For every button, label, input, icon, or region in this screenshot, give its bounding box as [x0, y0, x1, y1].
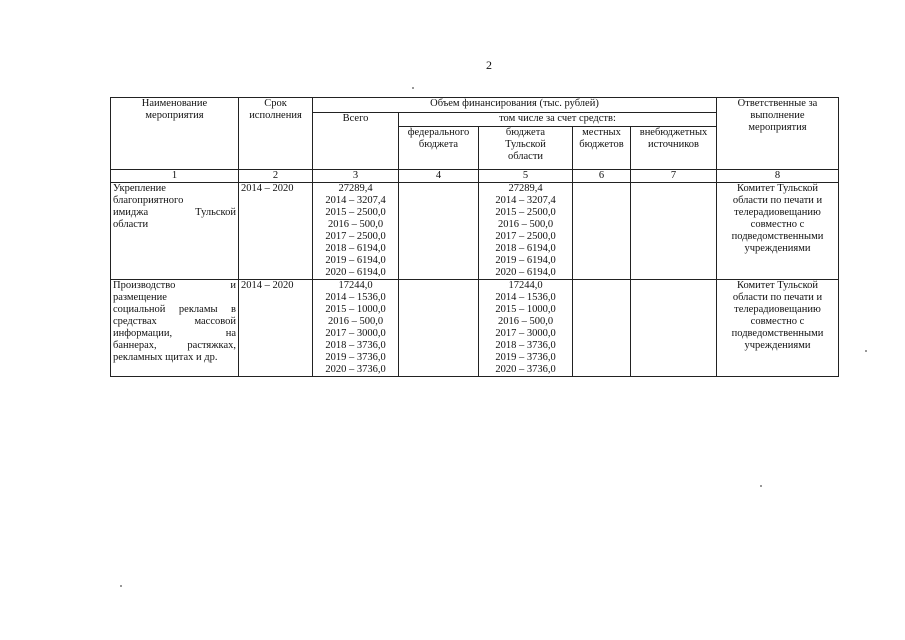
total-value-line: 27289,4: [338, 183, 373, 194]
extra-cell: [631, 280, 717, 377]
header-including: том числе за счет средств:: [399, 113, 717, 127]
responsible-line: телерадиовещанию: [734, 304, 821, 315]
regional-value-line: 2020 – 3736,0: [495, 364, 556, 375]
responsible-line: подведомственными: [731, 231, 824, 242]
total-value-line: 2018 – 6194,0: [325, 243, 386, 254]
regional-value-line: 2016 – 500,0: [497, 219, 554, 230]
scan-speck: [760, 485, 762, 487]
header-regional: бюджета Тульской области: [479, 127, 573, 170]
regional-value-line: 2019 – 3736,0: [495, 352, 556, 363]
header-responsible: Ответственные за выполнение мероприятия: [717, 98, 839, 170]
responsible-line: учреждениями: [744, 340, 811, 351]
federal-cell: [399, 280, 479, 377]
extra-cell: [631, 183, 717, 280]
activity-name-line: рекламных щитах и др.: [113, 352, 218, 363]
responsible-line: области по печати и: [732, 195, 823, 206]
responsible-cell: [717, 183, 839, 280]
federal-cell: [399, 183, 479, 280]
header-local: местных бюджетов: [573, 127, 631, 170]
total-cell: [313, 183, 399, 280]
total-value-line: 17244,0: [338, 280, 373, 291]
activity-name-line: Производство и: [113, 280, 236, 291]
column-number: 2: [239, 170, 313, 183]
total-value-line: 2017 – 2500,0: [325, 231, 386, 242]
total-value-line: 2020 – 6194,0: [325, 267, 386, 278]
header-total: Всего: [313, 113, 399, 170]
column-number: 6: [573, 170, 631, 183]
responsible-cell: [717, 280, 839, 377]
column-number: 3: [313, 170, 399, 183]
regional-value-line: 2015 – 2500,0: [495, 207, 556, 218]
regional-value-line: 17244,0: [508, 280, 543, 291]
total-value-line: 2019 – 3736,0: [325, 352, 386, 363]
page-number: 2: [486, 58, 492, 72]
total-cell: [313, 280, 399, 377]
local-cell: [573, 280, 631, 377]
activity-name-cell: [111, 183, 239, 280]
total-value-line: 2018 – 3736,0: [325, 340, 386, 351]
regional-value-line: 2018 – 3736,0: [495, 340, 556, 351]
header-name: Наименование мероприятия: [111, 98, 239, 170]
activity-name-line: баннерах, растяжках,: [113, 340, 236, 351]
activity-name-line: имиджа Тульской: [113, 207, 236, 218]
regional-value-line: 27289,4: [508, 183, 543, 194]
column-number: 4: [399, 170, 479, 183]
term-cell: [239, 183, 313, 280]
term-value: 2014 – 2020: [241, 183, 294, 194]
scan-speck: [412, 87, 414, 89]
responsible-line: совместно с: [750, 316, 805, 327]
funding-table: [110, 97, 839, 377]
activity-name-line: средствах массовой: [113, 316, 236, 327]
regional-cell: [479, 280, 573, 377]
regional-value-line: 2016 – 500,0: [497, 316, 554, 327]
header-funding: Объем финансирования (тыс. рублей): [313, 98, 717, 113]
responsible-line: Комитет Тульской: [736, 183, 819, 194]
regional-value-line: 2014 – 3207,4: [495, 195, 556, 206]
regional-cell: [479, 183, 573, 280]
header-federal: федерального бюджета: [399, 127, 479, 170]
responsible-line: Комитет Тульской: [736, 280, 819, 291]
table-row: [111, 280, 839, 377]
responsible-line: совместно с: [750, 219, 805, 230]
regional-value-line: 2017 – 3000,0: [495, 328, 556, 339]
activity-name-line: благоприятного: [113, 195, 184, 206]
total-value-line: 2014 – 3207,4: [325, 195, 386, 206]
activity-name-line: Укрепление: [113, 183, 166, 194]
term-cell: [239, 280, 313, 377]
regional-value-line: 2014 – 1536,0: [495, 292, 556, 303]
responsible-line: телерадиовещанию: [734, 207, 821, 218]
header-extra: внебюджетных источников: [631, 127, 717, 170]
total-value-line: 2017 – 3000,0: [325, 328, 386, 339]
regional-value-line: 2015 – 1000,0: [495, 304, 556, 315]
activity-name-cell: [111, 280, 239, 377]
column-number: 8: [717, 170, 839, 183]
activity-name-line: социальной рекламы в: [113, 304, 236, 315]
regional-value-line: 2017 – 2500,0: [495, 231, 556, 242]
activity-name-line: информации, на: [113, 328, 236, 339]
total-value-line: 2016 – 500,0: [327, 316, 384, 327]
column-numbers-row: [111, 170, 839, 183]
responsible-line: подведомственными: [731, 328, 824, 339]
activity-name-line: области: [113, 219, 149, 230]
regional-value-line: 2020 – 6194,0: [495, 267, 556, 278]
total-value-line: 2014 – 1536,0: [325, 292, 386, 303]
scan-speck: [120, 585, 122, 587]
table-row: [111, 183, 839, 280]
scan-speck: [865, 350, 867, 352]
total-value-line: 2020 – 3736,0: [325, 364, 386, 375]
total-value-line: 2016 – 500,0: [327, 219, 384, 230]
column-number: 5: [479, 170, 573, 183]
regional-value-line: 2018 – 6194,0: [495, 243, 556, 254]
local-cell: [573, 183, 631, 280]
responsible-line: учреждениями: [744, 243, 811, 254]
total-value-line: 2015 – 1000,0: [325, 304, 386, 315]
regional-value-line: 2019 – 6194,0: [495, 255, 556, 266]
column-number: 1: [111, 170, 239, 183]
column-number: 7: [631, 170, 717, 183]
term-value: 2014 – 2020: [241, 280, 294, 291]
header-term: Срок исполнения: [239, 98, 313, 170]
total-value-line: 2015 – 2500,0: [325, 207, 386, 218]
total-value-line: 2019 – 6194,0: [325, 255, 386, 266]
responsible-line: области по печати и: [732, 292, 823, 303]
activity-name-line: размещение: [113, 292, 167, 303]
